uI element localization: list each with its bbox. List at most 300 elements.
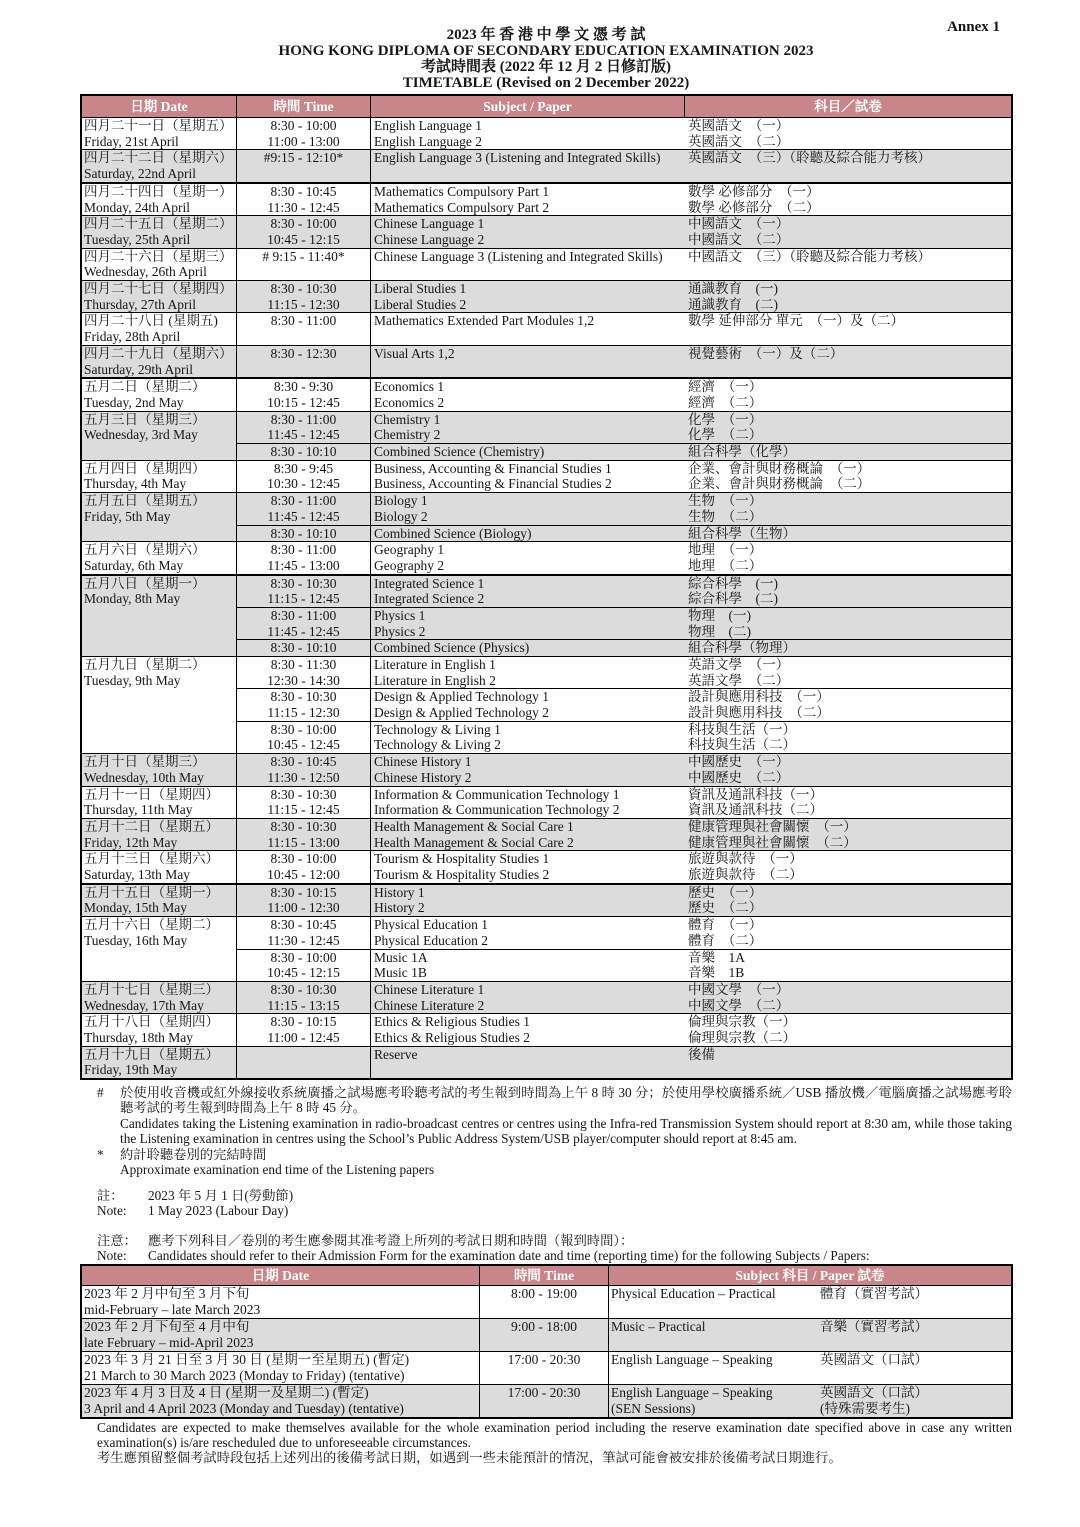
- paper-name-en: Integrated Science 1: [374, 575, 485, 591]
- paper-time: 8:30 - 10:30: [270, 981, 337, 997]
- paper-name-zh: 組合科學（物理）: [688, 640, 796, 656]
- paper-name-zh: 綜合科學 (二): [688, 591, 778, 607]
- paper-row: [237, 379, 1011, 395]
- subject-zh: [818, 1286, 1011, 1318]
- session-group: [237, 346, 1011, 377]
- paper-name-zh: 倫理與宗教（二）: [688, 1030, 796, 1046]
- session-group: [237, 754, 1011, 785]
- paper-time: 8:30 - 10:00: [270, 949, 337, 965]
- paper-name-en: Liberal Studies 1: [374, 281, 467, 297]
- date-zh: 2023 年 3 月 21 日至 3 月 30 日 (星期一至星期五) (暫定): [84, 1352, 410, 1367]
- paper-name-en: Literature in English 2: [374, 672, 496, 688]
- other-exams-body: [82, 1286, 1011, 1417]
- paper-row: [237, 526, 1011, 542]
- paper-row: [237, 722, 1011, 738]
- paper-row: [237, 933, 1011, 949]
- date-cell: [82, 754, 237, 785]
- date-cell: [82, 118, 237, 149]
- note-text: 2023 年 5 月 1 日(勞動節): [148, 1188, 294, 1203]
- footnote-star-en: [97, 1162, 1012, 1177]
- paper-name-en: Tourism & Hospitality Studies 2: [374, 867, 550, 883]
- paper-row: [237, 657, 1011, 673]
- paper-name-zh: 科技與生活（二）: [688, 737, 796, 753]
- date-en: Wednesday, 10th May: [84, 769, 204, 785]
- paper-row: [237, 509, 1011, 525]
- footnote-hash-zh: [97, 1085, 1012, 1116]
- session-group: [237, 150, 1011, 181]
- date-cell: [82, 216, 237, 247]
- date-en: Friday, 19th May: [84, 1062, 178, 1078]
- subject-zh-line: 英國語文（口試）: [820, 1352, 928, 1367]
- session-block: [237, 525, 1011, 542]
- header-subject-en: Subject / Paper: [371, 96, 685, 117]
- paper-time: 11:15 - 13:15: [267, 997, 340, 1013]
- paper-time: 11:00 - 12:45: [267, 1030, 340, 1046]
- time-column-divider: [370, 576, 371, 656]
- date-cell: [82, 657, 237, 753]
- paper-name-zh: 企業、會計與財務概論 （一）: [688, 460, 871, 476]
- document-title: [0, 27, 1080, 91]
- paper-time: 11:00 - 12:30: [267, 900, 340, 916]
- paper-row: [237, 232, 1011, 248]
- date-cell: [82, 379, 237, 410]
- session-block: [237, 657, 1011, 688]
- time-column-divider: [370, 819, 371, 850]
- header-date: 日期 Date: [82, 96, 237, 117]
- holiday-note-zh: [97, 1188, 1012, 1203]
- paper-time: 10:30 - 12:45: [267, 476, 340, 492]
- paper-row: [237, 216, 1011, 232]
- paper-row: [237, 150, 1011, 166]
- paper-name-en: Literature in English 1: [374, 657, 496, 673]
- paper-row: [237, 542, 1011, 558]
- header-subject-zh: 科目／試卷: [814, 99, 882, 114]
- session-block: [237, 982, 1011, 1013]
- paper-row: [237, 346, 1011, 362]
- date-en: Saturday, 6th May: [84, 557, 184, 573]
- session-block: [237, 184, 1011, 215]
- paper-name-en: Reserve: [374, 1046, 418, 1062]
- timetable-body: [82, 118, 1011, 1078]
- session-group: [237, 917, 1011, 981]
- paper-name-zh: 英國語文 （一）: [688, 118, 790, 133]
- session-group: [237, 851, 1011, 882]
- session-group: [237, 885, 1011, 916]
- paper-row: [237, 835, 1011, 851]
- paper-row: [237, 395, 1011, 411]
- paper-name-zh: 通識教育 (二): [688, 296, 778, 312]
- closing-note: [97, 1420, 1012, 1465]
- session-group: [237, 542, 1011, 573]
- subject-cell: [609, 1286, 1011, 1318]
- subject-zh: [818, 1385, 1011, 1417]
- exam-day: [82, 574, 1011, 656]
- paper-name-zh: 資訊及通訊科技（二）: [688, 802, 823, 818]
- paper-row: [237, 673, 1011, 689]
- paper-name-zh: 中國文學 （二）: [688, 997, 790, 1013]
- paper-name-zh: 數學 必修部分 （二）: [688, 199, 820, 215]
- date-en: Thursday, 27th April: [84, 296, 196, 312]
- paper-name-zh: 英國語文 （三）（聆聽及綜合能力考核）: [688, 150, 931, 166]
- session-block: [237, 118, 1011, 149]
- paper-name-en: Chinese Literature 1: [374, 981, 485, 997]
- session-block: [237, 150, 1011, 181]
- paper-row: [237, 1047, 1011, 1063]
- paper-time: 11:45 - 12:45: [267, 623, 340, 639]
- footnote-mark: #: [97, 1085, 104, 1100]
- date-zh: 五月九日（星期二）: [84, 657, 206, 673]
- subject-en: [609, 1385, 818, 1417]
- note-label: Note:: [97, 1203, 127, 1219]
- paper-time: # 9:15 - 11:40*: [262, 248, 345, 264]
- date-zh: 五月十九日（星期五）: [84, 1046, 219, 1062]
- time-column-divider: [370, 184, 371, 215]
- admission-note-en: [97, 1248, 1012, 1263]
- paper-name-en: Chinese Language 2: [374, 231, 485, 247]
- session-block: [237, 917, 1011, 948]
- paper-name-zh: 中國歷史 （一）: [688, 754, 790, 770]
- paper-time: 8:30 - 10:45: [270, 183, 337, 199]
- paper-name-en: Mathematics Extended Part Modules 1,2: [374, 313, 595, 329]
- exam-time: 9:00 - 18:00: [480, 1319, 609, 1351]
- paper-name-en: Biology 2: [374, 508, 428, 524]
- paper-name-zh: 生物 （二）: [688, 508, 763, 524]
- date-zh: 四月二十一日（星期五）: [84, 118, 233, 133]
- date-cell: [82, 346, 237, 377]
- paper-name-zh: 設計與應用科技 （二）: [688, 705, 830, 721]
- date-cell: [82, 1385, 480, 1417]
- paper-name-en: Design & Applied Technology 2: [374, 705, 550, 721]
- paper-time: 11:30 - 12:45: [267, 199, 340, 215]
- paper-name-en: Health Management & Social Care 2: [374, 834, 574, 850]
- paper-name-zh: 數學 延伸部分 單元 （一）及（二）: [688, 313, 904, 329]
- session-block: [237, 949, 1011, 981]
- paper-time: 8:30 - 9:30: [273, 379, 334, 395]
- paper-row: [237, 1030, 1011, 1046]
- paper-row: [237, 917, 1011, 933]
- paper-name-en: Information & Communication Technology 1: [374, 786, 620, 802]
- exam-day: [82, 850, 1011, 882]
- title-zh: 2023 年 香 港 中 學 文 憑 考 試: [446, 27, 646, 43]
- exam-day: [82, 818, 1011, 850]
- paper-time: 11:00 - 13:00: [267, 133, 340, 149]
- date-zh: 五月十五日（星期一）: [84, 884, 219, 900]
- annex-label: Annex 1: [947, 19, 1000, 35]
- paper-name-en: Economics 2: [374, 394, 445, 410]
- other-exam-row: [82, 1318, 1011, 1351]
- paper-row: [237, 787, 1011, 803]
- paper-name-en: Geography 2: [374, 557, 445, 573]
- paper-time: 8:30 - 10:30: [270, 786, 337, 802]
- paper-row: [237, 297, 1011, 313]
- admission-note: [97, 1233, 1012, 1264]
- paper-name-zh: 物理 (二): [688, 623, 751, 639]
- date-cell: [82, 917, 237, 981]
- time-column-divider: [370, 216, 371, 247]
- footnote-text: Candidates taking the Listening examination in radio-broadcast centres or centres using the Infra-red Transmission System should report at 8:30 am, while those taking the Listening examination in centres using the School’s Public Address System/USB player/computer should report at 8:45 am.: [120, 1115, 1012, 1147]
- paper-row: [237, 770, 1011, 786]
- holiday-note: [97, 1188, 1012, 1219]
- date-zh: 四月二十八日 (星期五): [84, 313, 218, 329]
- paper-name-zh: 地理 （一）: [688, 542, 763, 558]
- paper-name-zh: 英語文學 （二）: [688, 672, 790, 688]
- paper-name-zh: 音樂 1A: [688, 949, 745, 965]
- paper-time: 8:30 - 10:00: [270, 851, 337, 867]
- date-en: Saturday, 29th April: [84, 361, 193, 377]
- session-group: [237, 379, 1011, 410]
- paper-row: [237, 689, 1011, 705]
- session-block: [237, 379, 1011, 410]
- paper-name-zh: 經濟 （二）: [688, 394, 763, 410]
- paper-row: [237, 965, 1011, 981]
- note-label: Note:: [97, 1248, 127, 1264]
- paper-name-zh: 資訊及通訊科技（一）: [688, 786, 823, 802]
- time-column-divider: [370, 379, 371, 410]
- exam-day: [82, 883, 1011, 916]
- session-block: [237, 412, 1011, 443]
- exam-day: [82, 492, 1011, 541]
- session-group: [237, 313, 1011, 344]
- time-column-divider: [370, 346, 371, 377]
- paper-time: 11:30 - 12:50: [267, 769, 340, 785]
- header-time: 時間 Time: [480, 1266, 609, 1285]
- paper-row: [237, 444, 1011, 460]
- date-zh: 五月十一日（星期四）: [84, 786, 219, 802]
- paper-row: [237, 950, 1011, 966]
- session-group: [237, 819, 1011, 850]
- subject-en: [609, 1319, 818, 1351]
- time-column-divider: [370, 412, 371, 460]
- paper-row: [237, 640, 1011, 656]
- exam-day: [82, 182, 1011, 215]
- paper-name-zh: 組合科學（化學）: [688, 444, 796, 460]
- date-en: Tuesday, 16th May: [84, 932, 188, 948]
- date-zh: 五月六日（星期六）: [84, 542, 206, 558]
- date-en: 3 April and 4 April 2023 (Monday and Tuesday) (tentative): [84, 1401, 404, 1416]
- paper-row: [237, 705, 1011, 721]
- time-column-divider: [370, 493, 371, 541]
- paper-name-zh: 英語文學 （一）: [688, 657, 790, 673]
- subject-zh: [818, 1319, 1011, 1351]
- paper-row: [237, 412, 1011, 428]
- date-cell: [82, 493, 237, 541]
- paper-row: [237, 624, 1011, 640]
- paper-row: [237, 591, 1011, 607]
- paper-name-zh: 旅遊與款待 （二）: [688, 867, 803, 883]
- subject-zh-line: 體育（實習考試）: [820, 1286, 928, 1301]
- paper-row: [237, 461, 1011, 477]
- paper-name-en: Music 1A: [374, 949, 428, 965]
- time-column-divider: [370, 150, 371, 181]
- paper-row: [237, 885, 1011, 901]
- time-column-divider: [370, 754, 371, 785]
- time-column-divider: [370, 657, 371, 753]
- date-cell: [82, 412, 237, 460]
- holiday-note-en: [97, 1203, 1012, 1218]
- paper-name-zh: 健康管理與社會關懷 （一）: [688, 818, 857, 834]
- paper-row: [237, 1014, 1011, 1030]
- paper-name-en: Technology & Living 2: [374, 737, 501, 753]
- paper-row: [237, 134, 1011, 150]
- paper-name-en: Ethics & Religious Studies 1: [374, 1014, 531, 1030]
- session-block: [237, 819, 1011, 850]
- header-subject: Subject 科目 / Paper 試卷: [735, 1268, 885, 1283]
- date-en: Wednesday, 3rd May: [84, 427, 198, 443]
- date-en: Monday, 8th May: [84, 591, 181, 607]
- date-en: Saturday, 22nd April: [84, 166, 196, 182]
- date-en: mid-February – late March 2023: [84, 1302, 261, 1317]
- footnote-mark: *: [97, 1146, 104, 1162]
- paper-name-en: Technology & Living 1: [374, 721, 501, 737]
- subject-cell: [609, 1385, 1011, 1417]
- paper-name-en: Ethics & Religious Studies 2: [374, 1030, 531, 1046]
- session-block: [237, 885, 1011, 916]
- subject-en-line: Music – Practical: [611, 1319, 706, 1334]
- paper-name-zh: 中國語文 （三）（聆聽及綜合能力考核）: [688, 248, 931, 264]
- date-cell: [82, 787, 237, 818]
- date-cell: [82, 461, 237, 492]
- paper-time: 11:15 - 12:30: [267, 296, 340, 312]
- session-group: [237, 787, 1011, 818]
- paper-time: 8:30 - 10:10: [270, 640, 337, 656]
- paper-time: 10:45 - 12:00: [267, 867, 340, 883]
- session-group: [237, 1047, 1011, 1078]
- footnotes: [97, 1085, 1012, 1177]
- paper-name-zh: 體育 （二）: [688, 932, 763, 948]
- footnote-mark-spacer: [97, 1116, 120, 1147]
- paper-row: [237, 851, 1011, 867]
- paper-name-en: History 1: [374, 884, 425, 900]
- date-en: 21 March to 30 March 2023 (Monday to Friday) (tentative): [84, 1368, 405, 1383]
- date-en: Wednesday, 26th April: [84, 264, 207, 280]
- subject-zh: [818, 1352, 1011, 1384]
- paper-row: [237, 118, 1011, 134]
- date-en: Friday, 21st April: [84, 133, 179, 149]
- session-group: [237, 576, 1011, 656]
- time-column-divider: [370, 787, 371, 818]
- paper-row: [237, 281, 1011, 297]
- session-block: [237, 1047, 1011, 1078]
- paper-time: #9:15 - 12:10*: [263, 150, 344, 166]
- date-en: late February – mid-April 2023: [84, 1335, 254, 1350]
- paper-row: [237, 427, 1011, 443]
- date-en: Friday, 28th April: [84, 329, 181, 345]
- paper-name-en: Chinese Literature 2: [374, 997, 485, 1013]
- subject-zh-line: 音樂（實習考試）: [820, 1319, 928, 1334]
- date-en: Saturday, 13th May: [84, 867, 190, 883]
- time-column-divider: [370, 885, 371, 916]
- paper-time: 11:30 - 12:45: [267, 932, 340, 948]
- paper-name-en: Geography 1: [374, 542, 445, 558]
- paper-time: 10:15 - 12:45: [267, 394, 340, 410]
- paper-row: [237, 819, 1011, 835]
- paper-time: 8:30 - 12:30: [270, 345, 337, 361]
- header-time: 時間 Time: [237, 96, 371, 117]
- date-zh: 五月十八日（星期四）: [84, 1014, 219, 1030]
- time-column-divider: [370, 118, 371, 149]
- paper-time: 8:30 - 10:30: [270, 689, 337, 705]
- paper-row: [237, 313, 1011, 329]
- session-block: [237, 542, 1011, 573]
- subject-cell: [609, 1352, 1011, 1384]
- timetable: [80, 94, 1013, 1080]
- session-block: [237, 851, 1011, 882]
- paper-row: [237, 493, 1011, 509]
- paper-name-en: Chinese Language 3 (Listening and Integrated Skills): [374, 248, 663, 264]
- paper-time: 11:15 - 13:00: [267, 834, 340, 850]
- paper-name-en: Integrated Science 2: [374, 591, 485, 607]
- time-column-divider: [370, 281, 371, 312]
- paper-time: 10:45 - 12:45: [267, 737, 340, 753]
- paper-time: 8:30 - 10:00: [270, 216, 337, 232]
- date-en: Thursday, 11th May: [84, 802, 193, 818]
- date-cell: [82, 249, 237, 280]
- date-zh: 五月十六日（星期二）: [84, 917, 219, 933]
- paper-time: 10:45 - 12:15: [267, 231, 340, 247]
- exam-day: [82, 916, 1011, 981]
- subject-zh-line: (特殊需要考生): [820, 1401, 910, 1416]
- note-label: 註：: [97, 1188, 124, 1203]
- date-cell: [82, 150, 237, 181]
- paper-name-zh: 視覺藝術 （一）及（二）: [688, 345, 844, 361]
- paper-name-en: Combined Science (Biology): [374, 525, 532, 541]
- paper-name-zh: 中國語文 （二）: [688, 231, 790, 247]
- paper-name-zh: 化學 （一）: [688, 411, 763, 427]
- paper-row: [237, 998, 1011, 1014]
- exam-time: 8:00 - 19:00: [480, 1286, 609, 1318]
- paper-name-zh: 企業、會計與財務概論 （二）: [688, 476, 871, 492]
- paper-name-zh: 歷史 （二）: [688, 900, 763, 916]
- paper-name-en: History 2: [374, 900, 425, 916]
- subject-en-line: (SEN Sessions): [611, 1401, 696, 1416]
- session-block: [237, 281, 1011, 312]
- footnote-text: Approximate examination end time of the Listening papers: [120, 1162, 435, 1178]
- paper-name-zh: 體育 （一）: [688, 917, 763, 933]
- session-block: [237, 216, 1011, 247]
- date-cell: [82, 542, 237, 573]
- closing-note-zh: 考生應預留整個考試時段包括上述列出的後備考試日期，如遇到一些未能預計的情況，筆試可能會被安排於後備考試日期進行。: [97, 1450, 842, 1465]
- paper-name-en: English Language 2: [374, 133, 482, 149]
- subject-en: [609, 1352, 818, 1384]
- date-zh: 四月二十七日（星期四）: [84, 281, 233, 297]
- paper-row: [237, 476, 1011, 492]
- other-exams-table: [80, 1264, 1013, 1419]
- paper-name-en: Chemistry 2: [374, 427, 441, 443]
- paper-name-zh: 地理 （二）: [688, 557, 763, 573]
- paper-name-en: Design & Applied Technology 1: [374, 689, 550, 705]
- date-zh: 四月二十九日（星期六）: [84, 345, 233, 361]
- time-column-divider: [370, 542, 371, 573]
- paper-row: [237, 558, 1011, 574]
- time-column-divider: [370, 851, 371, 882]
- subject-en-line: English Language – Speaking: [611, 1352, 773, 1367]
- paper-time: 8:30 - 10:30: [270, 281, 337, 297]
- date-zh: 五月五日（星期五）: [84, 493, 206, 509]
- paper-name-zh: 組合科學（生物）: [688, 525, 796, 541]
- date-cell: [82, 819, 237, 850]
- date-cell: [82, 1352, 480, 1384]
- exam-day: [82, 541, 1011, 573]
- session-block: [237, 1014, 1011, 1045]
- paper-name-en: Physics 2: [374, 623, 426, 639]
- session-block: [237, 346, 1011, 377]
- footnote-text: 於使用收音機或紅外線接收系統廣播之試場應考聆聽考試的考生報到時間為上午 8 時 30 分；於使用學校廣播系統／USB 播放機／電腦廣播之試場應考聆聽考試的考生報到時間為上午 8 時 45 分。: [120, 1085, 1012, 1116]
- session-group: [237, 249, 1011, 280]
- paper-name-en: Physical Education 1: [374, 917, 488, 933]
- exam-time: 17:00 - 20:30: [480, 1352, 609, 1384]
- time-column-divider: [370, 461, 371, 492]
- paper-name-zh: 科技與生活（一）: [688, 721, 796, 737]
